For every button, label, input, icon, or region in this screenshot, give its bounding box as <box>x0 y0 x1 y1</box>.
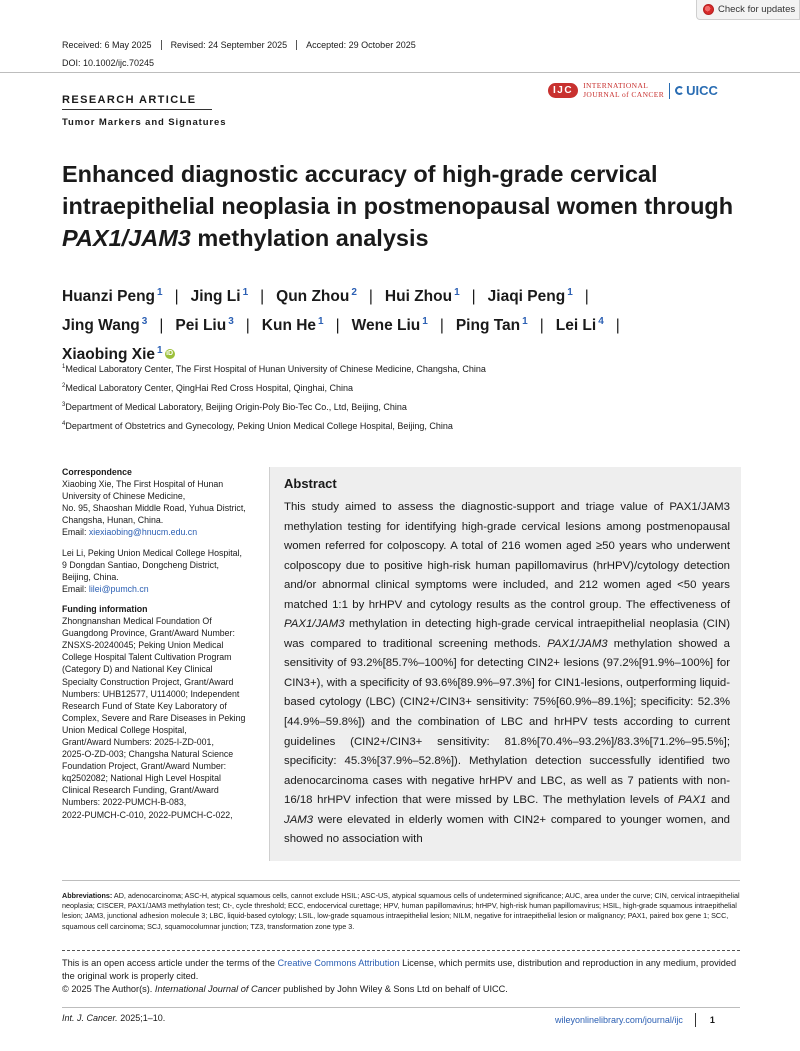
author[interactable]: Jiaqi Peng $^1$ <box>487 287 573 306</box>
header-divider <box>0 72 800 73</box>
funding-line: Grant/Award Numbers: 2025-I-ZD-001, <box>62 736 214 747</box>
footer-right <box>555 1013 715 1027</box>
author[interactable]: Pei Liu $^3$ <box>175 316 234 335</box>
author-list: Huanzi Peng $^1$ | Jing Li $^1$ | Qun Zhou $^2$ | Hui Zhou $^1$ | Jiaqi Peng $^1$ | Jing Wang $^3$ | Pei Liu $^3$ | Kun He $^1$ | Wene Liu $^1$ | Ping Tan $^1$ | Lei Li $^4$ | Xiaobing Xie $^1$ iD <box>62 287 620 364</box>
article-dates <box>62 40 434 50</box>
email-link[interactable]: lilei@pumch.cn <box>88 583 149 594</box>
email-link[interactable]: xiexiaobing@hnucm.edu.cn <box>88 527 198 538</box>
funding-line: Zhongnanshan Medical Foundation Of <box>62 616 212 627</box>
abstract-text: This study aimed to assess the diagnostic-support and triage value of PAX1/JAM3 methylation testing for identifying high-grade cervical lesions among postmenopausal women referred for colposcopy. A total of 216 women aged ≥50 years who underwent colposcopy due to positive high-risk human papillomavirus (hrHPV)/cytology detection and/or abnormal clinical symptoms were included, and 212 women aged <50 years matched 1:1 by hrHPV and cytology results as the control group. The effectiveness of PAX1/JAM3 methylation in detecting high-grade cervical intraepithelial neoplasia (CIN) was compared to traditional screening methods. PAX1/JAM3 methylation showed a sensitivity of 93.2%[85.7%–100%] for detecting CIN2+ lesions (97.2%[91.9%–100%] for CIN3+), with a specificity of 93.6%[89.9%–97.3%] for CIN1-lesions, outperforming liquid-based cytology (LBC) (CIN2+/CIN3+ sensitivity: 75%[60.9%–89.1%]; specificity: 52.3%[44.9%–59.8%]) and the combination of LBC and hrHPV tests according to current guidelines (CIN2+/CIN3+ sensitivity: 81.8%[70.4%–93.2%]/83.3%[71.2%–95.5%]; specificity: 45.3%[37.9%–52.8%]). Methylation detection successfully identified two adenocarcinoma cases with negative hrHPV and LBC, as well as 7 patients with non-16/18 hrHPV infection that were missed by LBC. The methylation levels of PAX1 and JAM3 were elevated in elderly women with CIN2+ compared to younger women, and showed no association with <box>284 501 731 846</box>
author[interactable]: Xiaobing Xie $^1$ <box>62 345 163 364</box>
author[interactable]: Lei Li $^4$ <box>555 316 604 335</box>
abstract-heading: Abstract <box>284 476 337 491</box>
check-for-updates-label: Check for updates <box>718 4 796 15</box>
check-for-updates-button[interactable] <box>696 0 800 20</box>
funding-line: College Hospital Talent Cultivation Program <box>62 652 232 663</box>
affiliation: $^2$Medical Laboratory Center, QingHai Red Cross Hospital, Qinghai, China <box>62 383 353 393</box>
funding-line: Numbers: UHB12577, U114000; Independent <box>62 688 240 699</box>
uicc-logo: UICC <box>675 83 718 98</box>
affiliation: $^3$Department of Medical Laboratory, Beijing Origin-Poly Bio-Tec Co., Ltd, Beijing, China <box>62 402 407 412</box>
affiliation: $^4$Department of Obstetrics and Gynecology, Peking Union Medical College Hospital, Beijing, China <box>62 421 453 431</box>
journal-logo-name: INTERNATIONAL JOURNAL of CANCER <box>583 81 665 99</box>
author[interactable]: Jing Wang $^3$ <box>62 316 148 335</box>
correspondence-heading: Correspondence <box>62 467 132 477</box>
license-divider <box>62 950 740 951</box>
article-title: Enhanced diagnostic accuracy of high-grade cervical intraepithelial neoplasia in postmenopausal women through PAX1/JAM3 methylation analysis <box>62 161 734 251</box>
page-number: 1 <box>709 1015 715 1025</box>
funding-line: Clinical Research Funding, Grant/Award <box>62 785 219 796</box>
logo-divider <box>669 83 670 99</box>
author[interactable]: Kun He $^1$ <box>261 316 324 335</box>
funding-line: kq2502082; National High Level Hospital <box>62 773 221 784</box>
funding-heading: Funding information <box>62 603 148 614</box>
author[interactable]: Huanzi Peng $^1$ <box>62 287 163 306</box>
license-notice: This is an open access article under the terms of the Creative Commons Attribution License, which permits use, distribution and reproduction in any medium, provided the original work is properly cited. © 2025 The Author(s). International Journal of Cancer published by John Wiley & Sons Ltd on behalf of UICC. <box>62 958 737 994</box>
author[interactable]: Hui Zhou $^1$ <box>384 287 460 306</box>
crossmark-icon <box>703 4 714 15</box>
abbreviations: Abbreviations: AD, adenocarcinoma; ASC-H, atypical squamous cells, cannot exclude HSIL; ASC-US, atypical squamous cells of undetermined significance; AUC, area under the curve; CIN, cervical intraepithelial neoplasia; CISCER, PAX1/JAM3 methylation test; Ct-, cycle threshold; ECC, endocervical curettage; HPV, human papillomavirus; hrHPV, high-risk human papillomavirus; HSIL, high-grade squamous intraepithelial lesion; JAM3, junctional adhesion molecule 3; LBC, liquid-based cytology; LSIL, low-grade squamous intraepithelial lesion; NILM, negative for intraepithelial lesion or malignancy; PAX1, paired box gene 1; SCC, squamous cell carcinoma; SCJ, squamocolumnar junction; TZ3, transformation zone type 3. <box>62 891 740 931</box>
footer-citation: Int. J. Cancer. 2025;1–10. <box>62 1013 166 1023</box>
abbreviations-divider <box>62 880 740 881</box>
doi[interactable]: DOI: 10.1002/ijc.70245 <box>62 58 155 68</box>
uicc-ring-icon <box>675 86 684 95</box>
funding-line: Specialty Construction Project, Grant/Award <box>62 676 234 687</box>
funding-line: Numbers: 2022-PUMCH-B-083, <box>62 797 187 808</box>
correspondence-sidebar: Correspondence Xiaobing Xie, The First Hospital of Hunan University of Chinese Medicine, No. 95, Shaoshan Middle Road, Yuhua District, Changsha, Hunan, China. Email: xiexiaobing@hnucm.edu.cn Lei Li, Peking Union Medical College Hospital, 9 Dongdan Santiao, Dongcheng District, Beijing, China. Email: lilei@pumch.cn Funding information Zhongnanshan Medical Foundation Of Guangdong Province, Grant/Award Number: ZNSXS-20240045; Peking Union Medical College Hospital Talent Cultivation Program (Category D) and National Key Clinical Specialty Construction Project, Grant/Award Numbers: UHB12577, U114000; Independent Research Fund of State Key Laboratory of Complex, Severe and Rare Diseases in Peking Union Medical College Hospital, Grant/Award Numbers: 2025-I-ZD-001, 2025-O-ZD-003; Changsha Natural Science Foundation Project, Grant/Award Number: kq2502082; National High Level Hospital Clinical Research Funding, Grant/Award Numbers: 2022-PUMCH-B-083, 2022-PUMCH-C-010, 2022-PUMCH-C-022, <box>62 466 262 821</box>
funding-line: Research Fund of State Key Laboratory of <box>62 700 227 711</box>
funding-text <box>62 615 262 821</box>
funding-line: Complex, Severe and Rare Diseases in Peking <box>62 712 246 723</box>
journal-logo <box>548 82 718 99</box>
affiliation: $^1$Medical Laboratory Center, The First Hospital of Hunan University of Chinese Medicine, Changsha, China <box>62 364 486 374</box>
cc-license-link[interactable]: Creative Commons Attribution <box>277 958 400 968</box>
orcid-icon[interactable]: iD <box>166 350 174 358</box>
article-type-underline <box>62 109 212 110</box>
journal-url-link[interactable]: wileyonlinelibrary.com/journal/ijc <box>555 1015 683 1025</box>
author[interactable]: Jing Li $^1$ <box>190 287 249 306</box>
author[interactable]: Ping Tan $^1$ <box>455 316 528 335</box>
article-type: RESEARCH ARTICLE <box>62 94 197 106</box>
received-date: Received: 6 May 2025 <box>62 40 162 50</box>
accepted-date: Accepted: 29 October 2025 <box>306 40 416 50</box>
funding-line: 2022-PUMCH-C-010, 2022-PUMCH-C-022, <box>62 809 233 820</box>
author[interactable]: Wene Liu $^1$ <box>351 316 428 335</box>
funding-line: Foundation Project, Grant/Award Number: <box>62 761 227 772</box>
ijc-logo-mark: IJC <box>548 83 578 98</box>
funding-line: ZNSXS-20240045; Peking Union Medical <box>62 640 224 651</box>
revised-date: Revised: 24 September 2025 <box>171 40 298 50</box>
author[interactable]: Qun Zhou $^2$ <box>276 287 357 306</box>
funding-line: (Category D) and National Key Clinical <box>62 664 213 675</box>
footer-separator <box>695 1013 696 1027</box>
section-label: Tumor Markers and Signatures <box>62 117 227 128</box>
funding-line: Union Medical College Hospital, <box>62 724 187 735</box>
funding-line: Guangdong Province, Grant/Award Number: <box>62 628 235 639</box>
funding-line: 2025-O-ZD-003; Changsha Natural Science <box>62 749 234 760</box>
footer-divider <box>62 1007 740 1008</box>
